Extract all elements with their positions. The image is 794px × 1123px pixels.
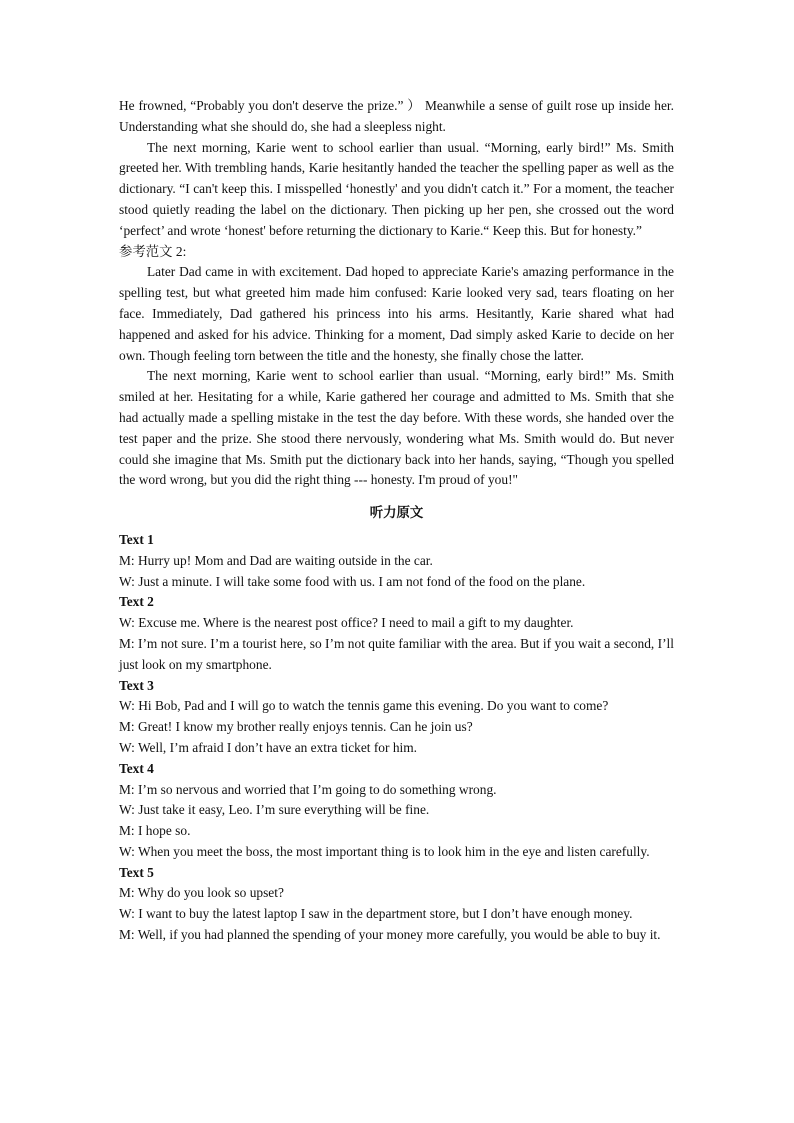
listening-text-2 [119, 592, 674, 675]
dialogue-line: M: Why do you look so upset? [119, 885, 284, 901]
dialogue-line: W: When you meet the boss, the most important thing is to look him in the eye and listen carefully. [119, 843, 650, 859]
dialogue-line: M: I’m so nervous and worried that I’m going to do something wrong. [119, 781, 497, 797]
essay2-paragraph-1: Later Dad came in with excitement. Dad hoped to appreciate Karie's amazing performance in the spelling test, but what greeted him made him confused: Karie looked very sad, tears floating on her face. Immediately, Dad gathered his princess into his arms. Hesitantly, Karie shared what had happened and asked for his advice. Thinking for a moment, Dad simply asked Karie to decide on her own. Though feeling torn between the title and the honesty, she finally chose the latter. [119, 264, 674, 363]
dialogue-line: W: I want to buy the latest laptop I saw in the department store, but I don’t have enough money. [119, 906, 633, 922]
dialogue-line: W: Excuse me. Where is the nearest post office? I need to mail a gift to my daughter. [119, 615, 574, 631]
listening-heading: 听力原文 [369, 505, 424, 521]
dialogue-line: W: Well, I’m afraid I don’t have an extra ticket for him. [119, 739, 417, 755]
listening-text-5 [119, 863, 674, 946]
dialogue-line: W: Just a minute. I will take some food with us. I am not fond of the food on the plane. [119, 573, 586, 589]
listening-text-4 [119, 759, 674, 863]
text-title: Text 3 [119, 677, 154, 693]
dialogue-line: M: Well, if you had planned the spending of your money more carefully, you would be able to buy it. [119, 927, 661, 943]
dialogue-line: M: Great! I know my brother really enjoys tennis. Can he join us? [119, 719, 473, 735]
essay1-paragraph-next-morning: The next morning, Karie went to school earlier than usual. “Morning, early bird!” Ms. Smith greeted her. With trembling hands, Karie hesitantly handed the teacher the spelling paper as well as the dictionary. “I can't keep this. I misspelled ‘honestly' and you didn't catch it.” For a moment, the teacher stood quietly reading the label on the dictionary. Then picking up her pen, she crossed out the word ‘perfect’ and wrote ‘honest' before returning the dictionary to Karie.“ Keep this. But for honesty.” [119, 139, 674, 238]
text-title: Text 1 [119, 531, 154, 547]
dialogue-line: W: Just take it easy, Leo. I’m sure everything will be fine. [119, 802, 430, 818]
dialogue-line: M: Hurry up! Mom and Dad are waiting outside in the car. [119, 552, 433, 568]
dialogue-line: W: Hi Bob, Pad and I will go to watch the tennis game this evening. Do you want to come? [119, 698, 609, 714]
text-title: Text 5 [119, 864, 154, 880]
text-title: Text 2 [119, 594, 154, 610]
document-page [119, 96, 674, 946]
listening-text-1 [119, 530, 674, 592]
listening-text-3 [119, 676, 674, 759]
essay2-label: 参考范文 2: [119, 243, 187, 259]
dialogue-line: M: I’m not sure. I’m a tourist here, so I’m not quite familiar with the area. But if you wait a second, I’ll just look on my smartphone. [119, 635, 674, 672]
dialogue-line: M: I hope so. [119, 823, 191, 839]
text-title: Text 4 [119, 760, 154, 776]
essay2-paragraph-2: The next morning, Karie went to school earlier than usual. “Morning, early bird!” Ms. Smith smiled at her. Hesitating for a while, Karie gathered her courage and admitted to Ms. Smith that she had actually made a spelling mistake in the test the day before. With these words, she handed over the test paper and the prize. She stood there nervously, wondering what Ms. Smith would do. But never could she imagine that Ms. Smith put the dictionary back into her hands, saying, “Though you spelled the word wrong, but you did the right thing --- honesty. I'm proud of you!" [119, 368, 674, 488]
essay1-paragraph-continued: He frowned, “Probably you don't deserve the prize.” ） Meanwhile a sense of guilt rose up inside her. Understanding what she should do, she had a sleepless night. [119, 98, 674, 134]
